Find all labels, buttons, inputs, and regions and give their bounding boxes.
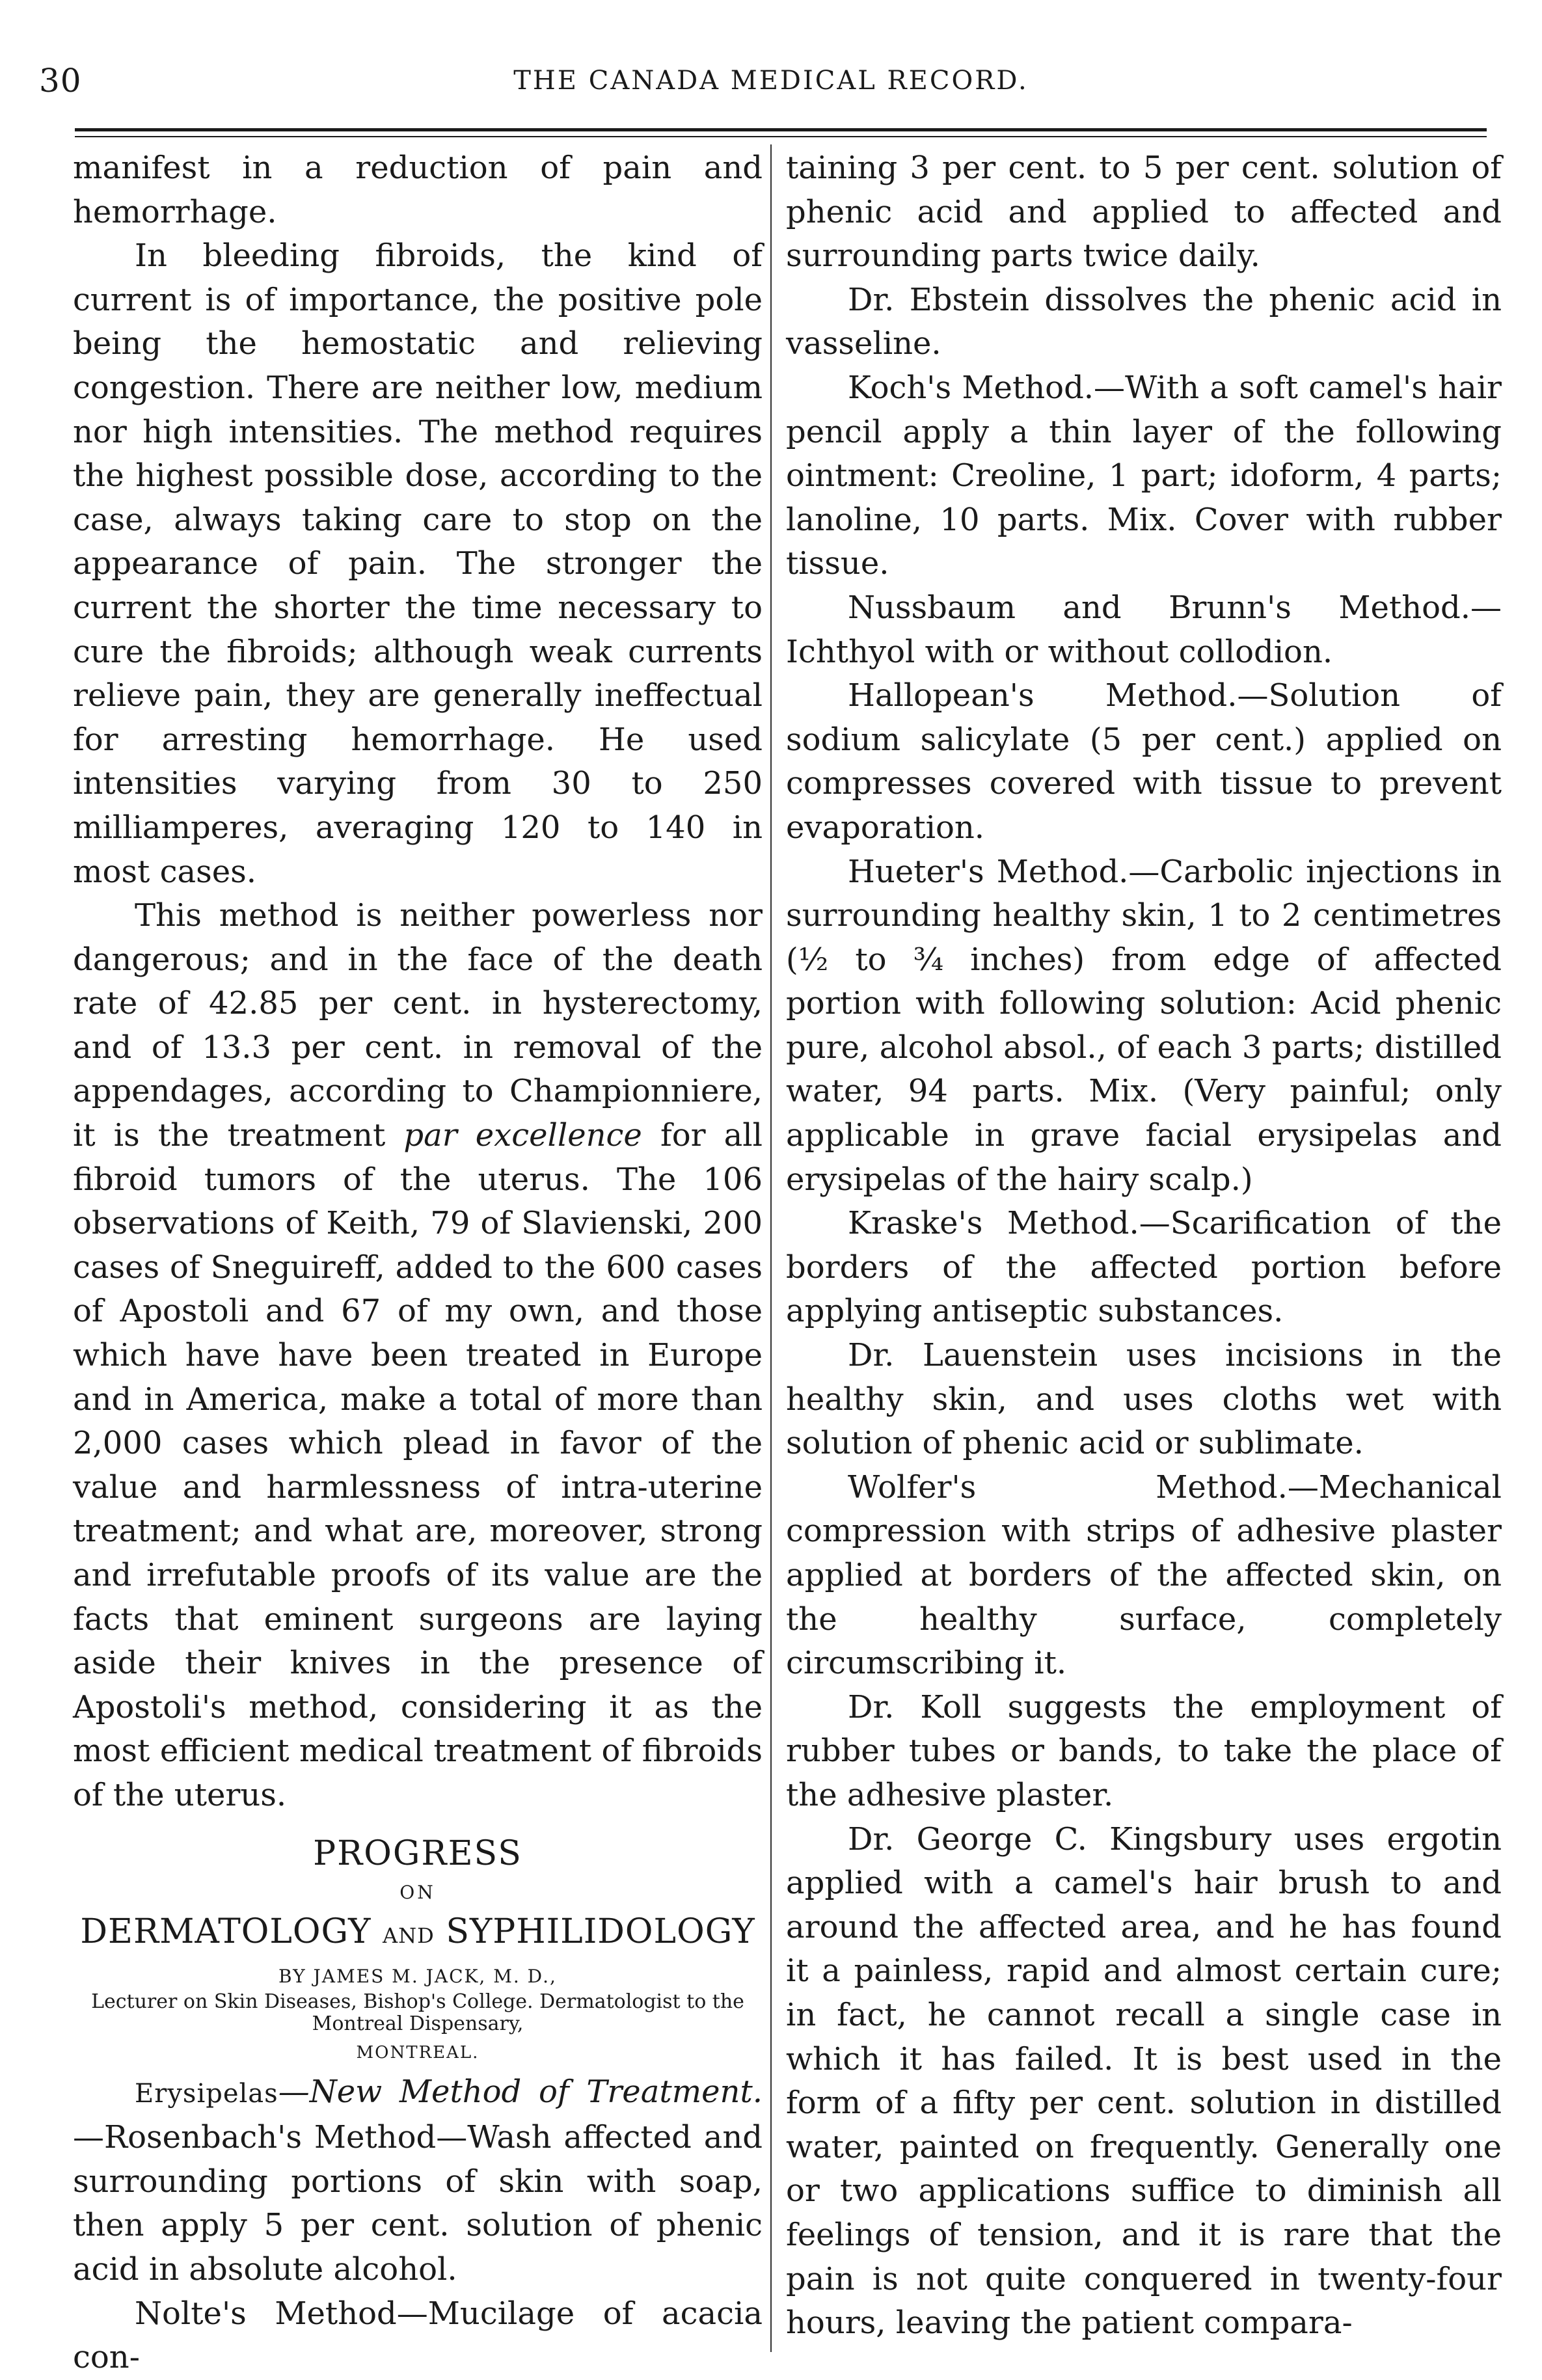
paragraph: Dr. Lauenstein uses incisions in the healthy skin, and uses cloths wet with solution of phenic acid or sublimate.	[786, 1337, 1502, 1462]
section-heading-dermatology	[73, 1909, 763, 1958]
paragraph: Nolte's Method—Mucilage of acacia con-	[73, 2295, 763, 2376]
paragraph: Hueter's Method.—Carbolic injections in surrounding healthy skin, 1 to 2 centimetres (½ to ¾ inches) from edge of affected portion with following solution: Acid phenic pure, alcohol absol., of each 3 parts; distilled water, 94 parts. Mix. (Very painful; only applicable in grave facial erysipelas and erysipelas of the hairy scalp.)	[786, 853, 1502, 1198]
text-run: This method is neither powerless nor dangerous; and in the face of the death rate of 42.85 per cent. in hysterectomy, and of 13.3 per cent. in removal of the appendages, according to Championniere, it is the treatment	[73, 897, 763, 1154]
right-column	[786, 146, 1502, 2346]
text-run: for all fibroid tumors of the uterus. The 106 observations of Keith, 79 of Slavienski, 200 cases of Sneguireff, added to the 600 cases of Apostoli and 67 of my own, and those which have have been treated in Europe and in America, make a total of more than 2,000 cases which plead in favor of the value and harmlessness of intra-uterine treatment; and what are, moreover, strong and irrefutable proofs of its value are the facts that eminent surgeons are laying aside their knives in the presence of Apostoli's method, considering it as the most efficient medical treatment of fibroids of the uterus.	[73, 1117, 763, 1813]
italic-term: par excellence	[403, 1117, 642, 1154]
small-caps-term: Erysipelas	[135, 2078, 278, 2109]
text-run: —Rosenbach's Method—Wash affected and surrounding portions of skin with soap, then apply 5 per cent. solution of phenic acid in absolute alcohol.	[73, 2119, 763, 2288]
heading-word: DERMATOLOGY	[80, 1912, 372, 1951]
section-heading-progress: PROGRESS	[313, 1833, 522, 1873]
paragraph	[73, 894, 763, 1817]
paragraph: In bleeding fibroids, the kind of current is of importance, the positive pole being the hemostatic and relieving congestion. There are neither low, medium nor high intensities. The method requires the highest possible dose, according to the case, always taking care to stop on the appearance of pain. The stronger the current the shorter the time necessary to cure the fibroids; although weak currents relieve pain, they are generally ineffectual for arresting hemorrhage. He used intensities varying from 30 to 250 milliamperes, averaging 120 to 140 in most cases.	[73, 237, 763, 890]
paragraph: Nussbaum and Brunn's Method.—Ichthyol with or without collodion.	[786, 589, 1502, 670]
paragraph: Dr. Ebstein dissolves the phenic acid in vasseline.	[786, 281, 1502, 362]
paragraph: Kraske's Method.—Scarification of the borders of the affected portion before applying antiseptic substances.	[786, 1205, 1502, 1330]
paragraph	[73, 2070, 763, 2292]
author-city: MONTREAL.	[356, 2042, 480, 2062]
heading-word: AND	[383, 1923, 435, 1948]
italic-title: —New Method of Treatment.	[278, 2073, 763, 2110]
paragraph: Wolfer's Method.—Mechanical compression with strips of adhesive plaster applied at borders of the affected skin, on the healthy surface, completely circumscribing it.	[786, 1468, 1502, 1682]
paragraph: Hallopean's Method.—Solution of sodium salicylate (5 per cent.) applied on compresses covered with tissue to prevent evaporation.	[786, 677, 1502, 846]
column-divider	[770, 144, 772, 2352]
paragraph: taining 3 per cent. to 5 per cent. solution of phenic acid and applied to affected and surrounding parts twice daily.	[786, 150, 1502, 275]
page-header	[39, 62, 1503, 107]
paragraph: manifest in a reduction of pain and hemorrhage.	[73, 150, 763, 230]
author-affiliation: Lecturer on Skin Diseases, Bishop's College. Dermatologist to the Montreal Dispensary,	[91, 1990, 744, 2035]
author-byline: BY JAMES M. JACK, M. D.,	[278, 1965, 557, 1987]
section-heading-on: ON	[399, 1881, 436, 1903]
running-title: THE CANADA MEDICAL RECORD.	[513, 66, 1029, 96]
header-rule-thin	[75, 136, 1487, 137]
paragraph: Dr. George C. Kingsbury uses ergotin applied with a camel's hair brush to and around the affected area, and he has found it a painless, rapid and almost certain cure; in fact, he cannot recall a single case in which it has failed. It is best used in the form of a fifty per cent. solution in distilled water, painted on frequently. Generally one or two applications suffice to diminish all feelings of tension, and it is rare that the pain is not quite conquered in twenty-four hours, leaving the patient compara-	[786, 1820, 1502, 2342]
paragraph: Dr. Koll suggests the employment of rubber tubes or bands, to take the place of the adhesive plaster.	[786, 1688, 1502, 1813]
heading-word: SYPHILIDOLOGY	[446, 1912, 755, 1951]
paragraph: Koch's Method.—With a soft camel's hair pencil apply a thin layer of the following ointment: Creoline, 1 part; idoform, 4 parts; lanoline, 10 parts. Mix. Cover with rubber tissue.	[786, 369, 1502, 582]
left-column	[73, 146, 763, 2380]
header-rule-thick	[75, 128, 1487, 131]
page-number: 30	[39, 62, 82, 100]
